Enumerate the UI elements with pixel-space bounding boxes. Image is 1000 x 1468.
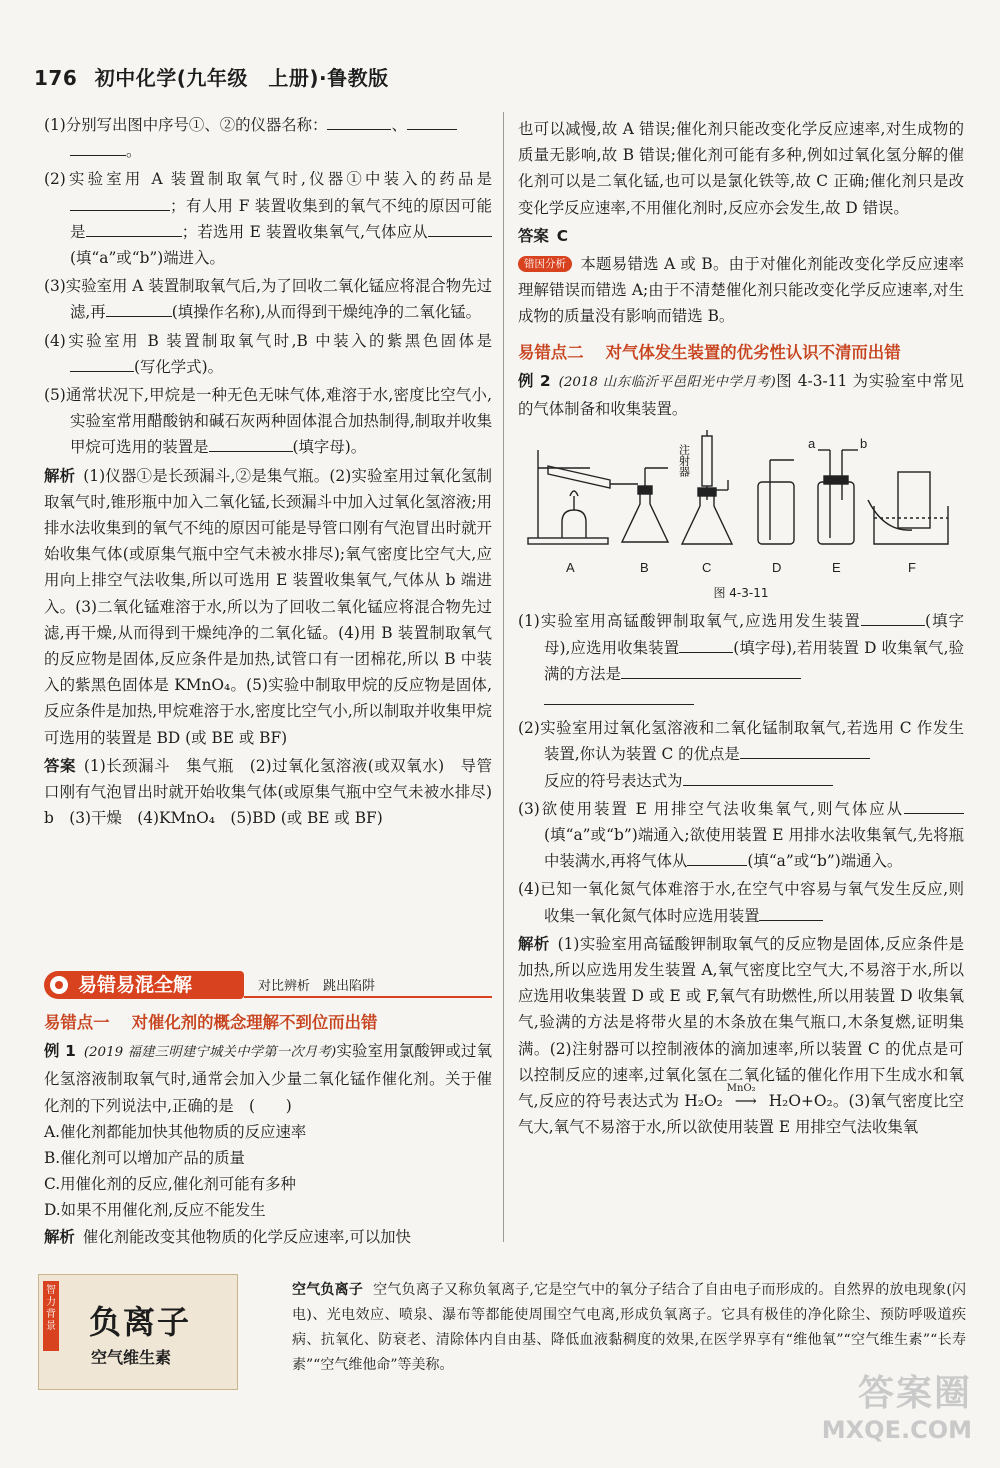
page-number: 176 xyxy=(34,66,78,90)
fig-label-f: F xyxy=(908,560,916,576)
example-1-analysis-continued: 也可以减慢,故 A 错误;催化剂只能改变化学反应速率,对生成物的质量无影响,故 B 错误;催化剂可能有多种,例如过氧化氢分解的催化剂可以是二氧化锰,也可以是氯化铁等,故 C 正确;催化剂只是改变化学反应速率,不用催化剂时,反应亦会发生,故 D 错误。 xyxy=(518,120,964,217)
fig-port-b: b xyxy=(860,436,868,452)
answer-blank xyxy=(904,796,964,814)
answer-blank xyxy=(86,219,182,237)
section-subtitle: 对比辨析 跳出陷阱 xyxy=(258,979,376,994)
answer-blank xyxy=(70,138,126,156)
ex2-question-2: (2)实验室用过氧化氢溶液和二氧化锰制取氧气,若选用 C 作发生装置,你认为装置 C 的优点是 反应的符号表达式为 xyxy=(518,719,964,790)
question-5: (5)通常状况下,甲烷是一种无色无味气体,难溶于水,密度比空气小,实验室常用醋酸钠和碱石灰两种固体混合加热制得,制取并收集甲烷可选用的装置是 (填字母)。 xyxy=(44,386,492,457)
answer-blank xyxy=(740,741,870,759)
section-banner xyxy=(44,971,492,999)
analysis: 解析 (1)仪器①是长颈漏斗,②是集气瓶。(2)实验室用过氧化氢制取氧气时,锥形瓶中加入二氧化锰,长颈漏斗中加入过氧化氢溶液;用排水法收集到的氧气不纯的原因可能是导管口刚有气泡冒出时就开始收集气体(或原集气瓶中空气未被水排尽);氧气密度比空气大,应用向上排空气法收集,所以可选用 E 装置收集氧气,气体从 b 端进入。(3)二氧化锰难溶于水,所以为了回收二氧化锰应将混合物先过滤,再干燥,从而得到干燥纯净的二氧化锰。(4)用 B 装置制取氧气的反应物是固体,反应条件是加热,试管口有一团棉花,所以 B 中装入的紫黑色固体是 KMnO₄。(5)实验中制取甲烷的反应物是固体,反应条件是加热,甲烷难溶于水,密度比空气小,所以制取并收集甲烷可选用的装置是 BD (或 BE 或 BF) xyxy=(44,466,492,747)
error-cause: 错因分析 本题易错选 A 或 B。由于对催化剂能改变化学反应速率理解错误而错选 A;由于不清楚催化剂只能改变化学反应速率,对生成物的质量没有影响而错选 B。 xyxy=(518,255,964,326)
section-tag: 易错易混全解 xyxy=(44,971,244,999)
error-point-2: 易错点二 对气体发生装置的优劣性认识不清而出错 xyxy=(518,342,901,362)
question-2: (2)实验室用 A 装置制取氧气时,仪器①中装入的药品是；有人用 F 装置收集到的氧气不纯的原因可能是 ；若选用 E 装置收集氧气,气体应从(填“a”或“b”)端进入。 xyxy=(44,170,492,268)
catalyst-arrow: MnO₂ ⟶ xyxy=(726,1083,757,1111)
question-4: (4)实验室用 B 装置制取氧气时,B 中装入的紫黑色固体是(写化学式)。 xyxy=(44,331,492,376)
example-1: 例 1 (2019 福建三明建宁城关中学第一次月考)实验室用氯酸钾或过氧化氢溶液制取氧气时,通常会加入少量二氧化锰作催化剂。关于催化剂的下列说法中,正确的是 ( ) xyxy=(44,1042,492,1115)
fig-label-b: B xyxy=(640,560,649,576)
analysis-label: 解析 xyxy=(44,466,76,485)
question-1: (1)分别写出图中序号①、②的仪器名称： 、 。 xyxy=(44,112,492,164)
answer-blank xyxy=(683,768,833,786)
watermark: 答案圈 MXQE.COM xyxy=(821,1373,972,1444)
footer-logo-box xyxy=(38,1274,238,1390)
bullet-icon xyxy=(50,976,68,994)
page-header xyxy=(34,62,389,91)
error-cause-badge: 错因分析 xyxy=(518,256,572,272)
ex2-analysis: 解析 (1)实验室用高锰酸钾制取氧气的反应物是固体,反应条件是加热,所以应选用发生装置 A,氧气密度比空气大,不易溶于水,所以应选用收集装置 D 或 E 或 F,氧气有助燃性,所以用装置 D 收集氧气,验满的方法是将带火星的木条放在集气瓶口,木条复燃,证明集满。(2)注射器可以控制液体的滴加速率,所以装置 C 的优点是可以控制反应的速率,过氧化氢在二氧化锰的催化作用下生成水和氧气,反应的符号表达式为 H₂O₂ MnO₂ ⟶ H₂O+O₂。(3)氧气密度比空气大,氧气不易溶于水,所以欲使用装置 E 用排空气法收集氧 xyxy=(518,934,964,1137)
ex2-question-4: (4)已知一氧化氮气体难溶于水,在空气中容易与氧气发生反应,则收集一氧化氮气体时应选用装置 xyxy=(518,880,964,925)
fig-port-a: a xyxy=(808,436,816,452)
answer-blank xyxy=(70,193,170,211)
footer-logo-subtitle: 空气维生素 xyxy=(91,1348,172,1367)
example-1-answer: 答案 C xyxy=(518,226,569,245)
answer-blank xyxy=(861,608,925,626)
answer-blank xyxy=(209,434,293,452)
fig-label-e: E xyxy=(832,560,841,576)
left-column-lower xyxy=(44,1010,492,1250)
footer-term: 空气负离子 xyxy=(292,1282,364,1298)
left-column xyxy=(44,112,508,831)
answer-blank xyxy=(687,848,747,866)
footer-text: 空气负离子 空气负离子又称负氧离子,它是空气中的氧分子结合了自由电子而形成的。自然界的放电现象(闪电)、光电效应、喷泉、瀑布等都能使周围空气电离,形成负氧离子。它具有极佳的净化除尘、预防呼吸道疾病、抗氧化、防衰老、清除体内自由基、降低血液黏稠度的效果,在医学界享有“维他氧”“空气维生素”“长寿素”“空气维他命”等美称。 xyxy=(292,1282,966,1373)
answer-label: 答案 xyxy=(44,756,76,775)
option-c: C.用催化剂的反应,催化剂可能有多种 xyxy=(44,1175,296,1194)
footer-logo-title: 负离子 xyxy=(89,1303,192,1341)
answer-blank xyxy=(428,219,492,237)
answer-blank xyxy=(407,112,457,130)
answer-blank xyxy=(327,112,391,130)
footer-side-tag: 智力背景 xyxy=(43,1281,59,1351)
column-divider xyxy=(503,112,504,1242)
right-column xyxy=(518,116,964,1141)
figure-caption: 图 4-3-11 xyxy=(713,586,769,601)
fig-label-a: A xyxy=(566,560,575,576)
answer-blank xyxy=(759,903,823,921)
question-3: (3)实验室用 A 装置制取氧气后,为了回收二氧化锰应将混合物先过滤,再 (填操作名称),从而得到干燥纯净的二氧化锰。 xyxy=(44,277,492,322)
section-underline xyxy=(244,996,492,998)
example-1-analysis: 解析 催化剂能改变其他物质的化学反应速率,可以加快 xyxy=(44,1227,411,1246)
error-point-1: 易错点一 对催化剂的概念理解不到位而出错 xyxy=(44,1013,378,1032)
option-b: B.催化剂可以增加产品的质量 xyxy=(44,1149,245,1168)
answer-blank xyxy=(106,299,172,317)
answer-blank xyxy=(70,354,134,372)
answer: 答案 (1)长颈漏斗 集气瓶 (2)过氧化氢溶液(或双氧水) 导管口刚有气泡冒出时就开始收集气体(或原集气瓶中空气未被水排尽) b (3)干燥 (4)KMnO₄ (5)BD (或 BE 或 BF) xyxy=(44,756,508,828)
example-2: 例 2 (2018 山东临沂平邑阳光中学月考)图 4-3-11 为实验室中常见的气体制备和收集装置。 xyxy=(518,371,964,419)
example-label: 例 1 xyxy=(44,1042,76,1061)
answer-blank xyxy=(621,661,801,679)
answer-blank xyxy=(544,687,694,705)
book-title: 初中化学(九年级 上册)·鲁教版 xyxy=(94,66,389,90)
ex2-question-1: (1)实验室用高锰酸钾制取氧气,应选用发生装置 (填字母),应选用收集装置 (填字母),若用装置 D 收集氧气,验满的方法是 xyxy=(518,608,964,713)
option-a: A.催化剂都能加快其他物质的反应速率 xyxy=(44,1122,307,1141)
answer-blank xyxy=(679,635,733,653)
fig-label-c: C xyxy=(702,560,712,576)
fig-label-d: D xyxy=(772,560,782,576)
apparatus-diagram xyxy=(518,430,958,580)
apparatus-figure xyxy=(518,430,958,580)
option-d: D.如果不用催化剂,反应不能发生 xyxy=(44,1201,266,1220)
ex2-question-3: (3)欲使用装置 E 用排空气法收集氧气,则气体应从(填“a”或“b”)端通入;欲使用装置 E 用排水法收集氧气,先将瓶中装满水,再将气体从 (填“a”或“b”)端通入。 xyxy=(518,796,964,875)
fig-syringe-label: 注射器 xyxy=(677,444,691,478)
